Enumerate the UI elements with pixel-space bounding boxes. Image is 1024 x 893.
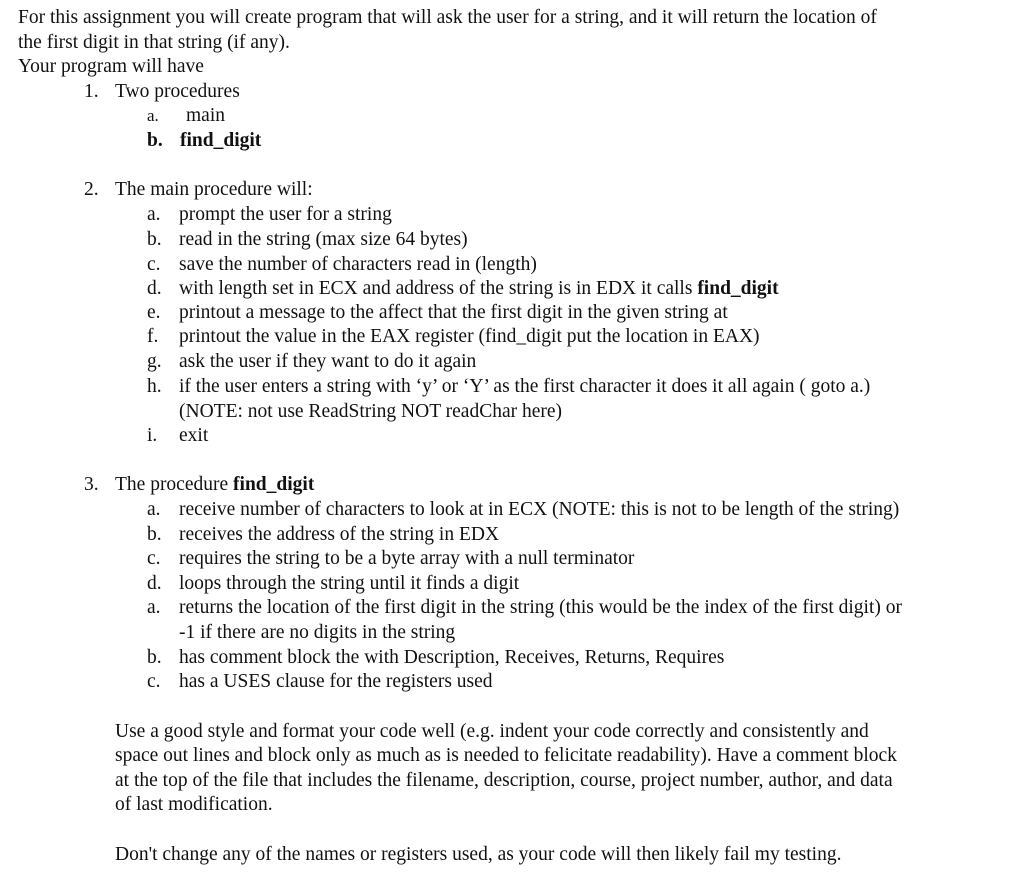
paragraph-line: Don't change any of the names or registers used, as your code will then likely fail my testing. (115, 844, 842, 865)
list-item-text: read in the string (max size 64 bytes) (179, 229, 468, 250)
list-item-label: i. (147, 425, 158, 446)
list-item-label: a. (147, 106, 159, 125)
list-item-label: a. (147, 499, 161, 520)
section-title: The main procedure will: (115, 179, 313, 200)
list-item-text: has comment block the with Description, Receives, Returns, Requires (179, 647, 725, 668)
list-item-label: f. (147, 326, 159, 347)
list-item-label: b. (147, 524, 162, 545)
list-item-label: c. (147, 548, 161, 569)
list-item-text: printout the value in the EAX register (find_digit put the location in EAX) (179, 326, 760, 347)
paragraph-line: Use a good style and format your code well (e.g. indent your code correctly and consistently and (115, 721, 869, 742)
section-title (115, 473, 314, 497)
list-item-label: b. (147, 130, 163, 151)
list-item-text: receives the address of the string in EDX (179, 524, 500, 545)
list-item-text-continued: -1 if there are no digits in the string (179, 622, 456, 643)
procedure-name: find_digit (697, 278, 779, 299)
list-item-text: returns the location of the first digit in the string (this would be the index of the first digit) or (179, 597, 902, 618)
list-item-label: e. (147, 302, 161, 323)
list-item-label: c. (147, 671, 161, 692)
list-item-text-plain: with length set in ECX and address of the string is in EDX it calls (179, 278, 698, 299)
section-title: Two procedures (115, 81, 240, 102)
list-item-label: c. (147, 254, 161, 275)
list-item-text: prompt the user for a string (179, 204, 392, 225)
list-item-label: b. (147, 229, 162, 250)
list-item-text (179, 277, 779, 301)
section-number: 1. (84, 81, 99, 102)
list-item-text: requires the string to be a byte array with a null terminator (179, 548, 635, 569)
intro-line: the first digit in that string (if any). (18, 32, 290, 53)
list-item-text: exit (179, 425, 209, 446)
list-item-label: a. (147, 597, 161, 618)
list-item-label: b. (147, 647, 162, 668)
list-item-text: save the number of characters read in (length) (179, 254, 537, 275)
intro-line: For this assignment you will create program that will ask the user for a string, and it will return the location of (18, 7, 877, 28)
list-item-text: loops through the string until it finds a digit (179, 573, 520, 594)
section-number: 3. (84, 474, 99, 495)
procedure-name: find_digit (233, 474, 315, 495)
list-item-text: printout a message to the affect that the first digit in the given string at (179, 302, 728, 323)
list-item-text: find_digit (180, 130, 262, 151)
list-item-label: h. (147, 376, 162, 397)
intro-line: Your program will have (18, 56, 204, 77)
paragraph-line: of last modification. (115, 794, 273, 815)
list-item-text-continued: (NOTE: not use ReadString NOT readChar here) (179, 401, 563, 422)
list-item-label: d. (147, 278, 162, 299)
list-item-label: g. (147, 351, 162, 372)
list-item-text: main (186, 105, 225, 126)
list-item-text: receive number of characters to look at in ECX (NOTE: this is not to be length of the string) (179, 499, 900, 520)
paragraph-line: space out lines and block only as much as is needed to felicitate readability). Have a comment block (115, 745, 897, 766)
list-item-label: d. (147, 573, 162, 594)
list-item-label: a. (147, 204, 161, 225)
list-item-text: ask the user if they want to do it again (179, 351, 477, 372)
section-number: 2. (84, 179, 99, 200)
list-item-text: if the user enters a string with ‘y’ or ‘Y’ as the first character it does it all again ( goto a.) (179, 376, 871, 397)
paragraph-line: at the top of the file that includes the filename, description, course, project number, author, and data (115, 770, 893, 791)
list-item-text: has a USES clause for the registers used (179, 671, 493, 692)
section-title-plain: The procedure (115, 474, 234, 495)
